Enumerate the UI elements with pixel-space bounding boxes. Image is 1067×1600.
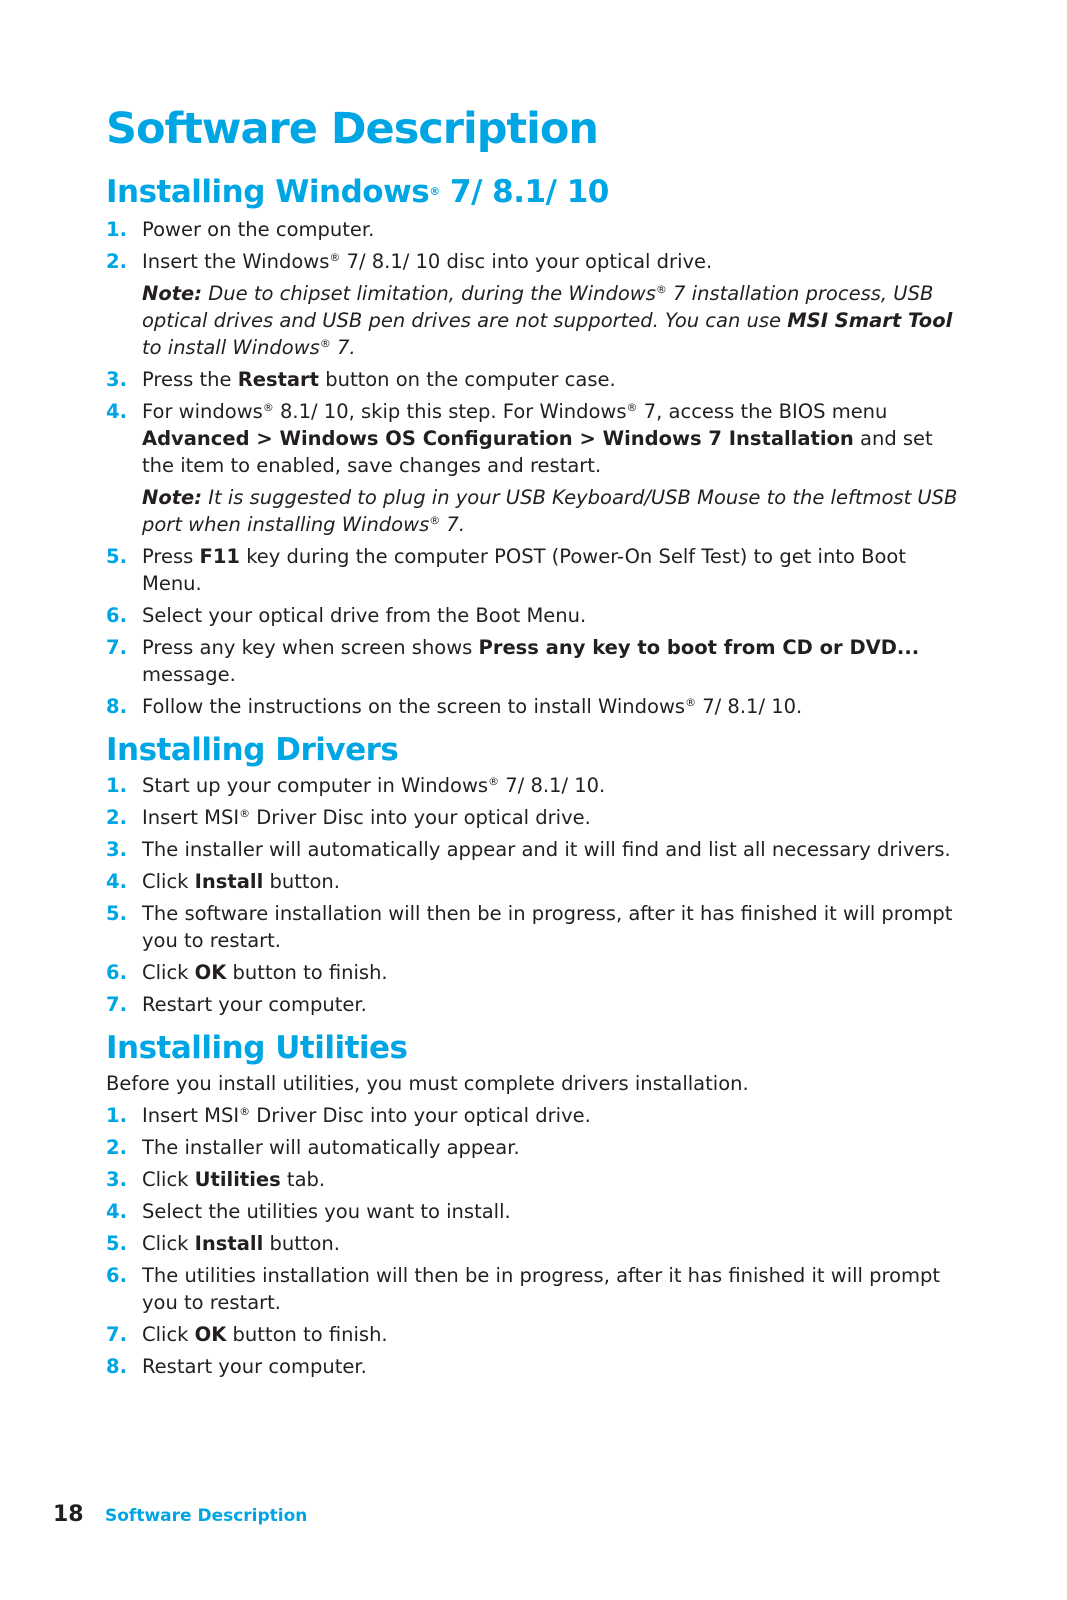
note: Note: It is suggested to plug in your USB Keyboard/USB Mouse to the leftmost USB port when installing Windows® 7. [142,486,958,536]
list-item: 8. Follow the instructions on the screen to install Windows® 7/ 8.1/ 10. [106,695,803,718]
list-item: 6. Click OK button to finish. [106,961,388,984]
list-item: 8. Restart your computer. [106,1355,367,1378]
list-item: 4. Select the utilities you want to install. [106,1200,511,1223]
list-item: 7. Restart your computer. [106,993,367,1016]
list-item: 6. The utilities installation will then be in progress, after it has finished it will prompt you to restart. [106,1264,941,1314]
footer-section-label: Software Description [105,1506,308,1526]
section-installing-windows [106,170,966,720]
list-item: 7. Click OK button to finish. [106,1323,388,1346]
page-title: Software Description [106,104,598,154]
list-item: 1. Power on the computer. [106,218,375,241]
list-item: 3. Press the Restart button on the computer case. [106,368,616,391]
page-footer [53,1502,307,1532]
list-item: 3. The installer will automatically appear and it will find and list all necessary drivers. [106,838,951,861]
section-intro: Before you install utilities, you must complete drivers installation. [106,1072,749,1095]
list-item: 5. Press F11 key during the computer POST (Power-On Self Test) to get into Boot Menu. [106,545,906,595]
list-item: 7. Press any key when screen shows Press any key to boot from CD or DVD... message. [106,636,920,686]
list-item: 4. Click Install button. [106,870,340,893]
list-item: 3. Click Utilities tab. [106,1168,326,1191]
list-item: 1. Insert MSI® Driver Disc into your optical drive. [106,1104,591,1127]
section-heading-drivers: Installing Drivers [106,732,399,768]
list-item: 2. The installer will automatically appear. [106,1136,520,1159]
list-item: 1. Start up your computer in Windows® 7/ 8.1/ 10. [106,774,606,797]
section-installing-drivers [106,728,966,1018]
section-heading-utilities: Installing Utilities [106,1030,408,1066]
list-item: 4. For windows® 8.1/ 10, skip this step. For Windows® 7, access the BIOS menu Advanced > Windows OS Configuration > Windows 7 Installation and set the item to enabled, save changes and restart. [106,400,933,477]
list-item: 6. Select your optical drive from the Boot Menu. [106,604,587,627]
section-heading-windows: Installing Windows® 7/ 8.1/ 10 [106,174,609,210]
note: Note: Due to chipset limitation, during the Windows® 7 installation process, USB optical drives and USB pen drives are not supported. You can use MSI Smart Tool to install Windows® 7. [142,282,953,359]
list-item: 2. Insert the Windows® 7/ 8.1/ 10 disc into your optical drive. [106,250,713,273]
list-item: 2. Insert MSI® Driver Disc into your optical drive. [106,806,591,829]
list-item: 5. The software installation will then be in progress, after it has finished it will prompt you to restart. [106,902,953,952]
section-installing-utilities [106,1026,966,1380]
manual-page [106,100,966,1385]
list-item: 5. Click Install button. [106,1232,340,1255]
page-number: 18 [53,1502,84,1527]
